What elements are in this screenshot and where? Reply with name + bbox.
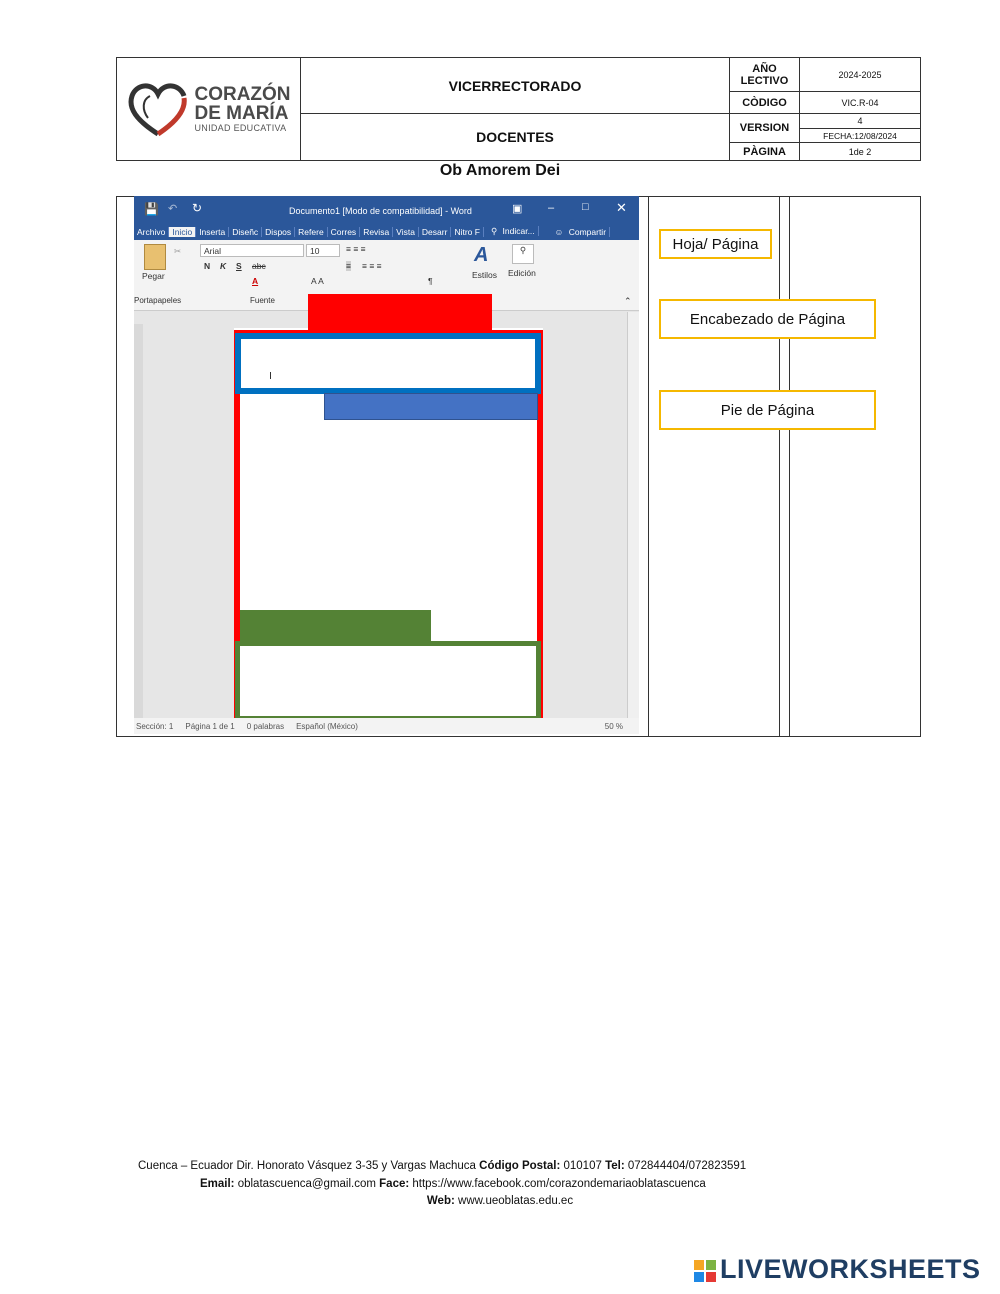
section-title: DOCENTES [476, 129, 554, 145]
dept-title: VICERRECTORADO [448, 77, 582, 94]
pagina-value: 1de 2 [848, 146, 872, 157]
text-cursor [270, 372, 271, 379]
zoom-level: 50 % [604, 721, 623, 731]
word-title: Documento1 [Modo de compatibilidad] - Word [289, 206, 472, 216]
tab-nitro: Nitro F [451, 227, 484, 237]
redo-icon: ↻ [192, 201, 203, 215]
word-screenshot [134, 196, 639, 734]
paste-label: Pegar [142, 271, 165, 281]
edit-label: Edición [508, 268, 536, 278]
grow-font-icon: A A [311, 276, 324, 286]
tab-desarrollador: Desarr [419, 227, 452, 237]
underline-icon: S [236, 261, 242, 271]
header-area-blue [235, 333, 541, 394]
codigo-label: CÒDIGO [742, 96, 787, 109]
answer-column [648, 197, 780, 736]
answer-box-encabezado[interactable]: Encabezado de Página [659, 299, 876, 339]
group-font-label: Fuente [250, 296, 275, 305]
bold-icon: N [204, 261, 211, 271]
tab-vista: Vista [393, 227, 419, 237]
logo-line1: CORAZÓN [194, 84, 291, 105]
logo-line3: UNIDAD EDUCATIVA [194, 123, 287, 133]
strikethrough-icon: abc [252, 261, 266, 271]
footer-line1 [0, 1160, 1000, 1172]
tab-diseno: Diseñc [229, 227, 262, 237]
document-header-table [116, 57, 921, 161]
heart-logo-icon [126, 78, 190, 140]
cut-icon: ✂ [174, 246, 182, 256]
footer-email-value: oblatascuenca@gmail.com [234, 1178, 380, 1190]
version-label: VERSION [739, 122, 790, 134]
tab-disposicion: Dispos [262, 227, 295, 237]
share-button: ☺ Compartir [552, 227, 613, 237]
minimize-icon: – [548, 202, 555, 214]
status-bar [134, 718, 639, 734]
tab-revisar: Revisa [360, 227, 393, 237]
fecha-value: FECHA:12/08/2024 [823, 130, 897, 141]
pilcrow-icon: ¶ [428, 276, 433, 286]
footer-line3 [0, 1195, 1000, 1207]
status-words: 0 palabras [246, 721, 285, 731]
undo-icon: ↶ [168, 203, 178, 215]
word-tabs [134, 223, 639, 240]
tab-referencias: Refere [295, 227, 328, 237]
ribbon-display-icon: ▣ [512, 203, 523, 215]
footer-email-label: Email: [200, 1178, 235, 1190]
bullets-icon: ≡ ≡ ≡ [346, 244, 366, 254]
search-icon: ⚲ [512, 244, 534, 264]
tab-inicio: Inicio [169, 227, 196, 237]
footer-web-label: Web: [426, 1195, 455, 1207]
word-titlebar [134, 196, 639, 223]
paste-icon [144, 244, 166, 270]
status-language: Español (México) [296, 721, 358, 731]
font-color-icon: A [252, 276, 259, 286]
header-label-box [324, 393, 538, 420]
left-ruler [134, 324, 143, 722]
answer-box-pie[interactable]: Pie de Página [659, 390, 876, 430]
close-icon: ✕ [616, 200, 627, 215]
divider [789, 197, 790, 736]
footer-face-label: Face: [379, 1178, 410, 1190]
ano-label: AÑO LECTIVO [740, 62, 789, 87]
align-center-icon: ≡ ≡ ≡ [362, 261, 382, 271]
liveworksheets-brand: LIVEWORKSHEETS [720, 1254, 981, 1284]
collapse-ribbon-icon: ⌃ [624, 296, 632, 306]
footer-web-value: www.ueoblatas.edu.ec [454, 1195, 574, 1207]
italic-icon: K [220, 261, 227, 271]
status-page: Página 1 de 1 [185, 721, 235, 731]
styles-label: Estilos [472, 270, 498, 280]
red-header-tab [308, 294, 492, 332]
tab-insertar: Inserta [196, 227, 229, 237]
tell-me: ⚲ Indicar... [488, 226, 542, 237]
status-section: Sección: 1 [136, 721, 174, 731]
tab-correspondencia: Corres [328, 227, 361, 237]
footer-postal-value: 010107 [560, 1160, 606, 1172]
tab-archivo: Archivo [134, 227, 169, 237]
liveworksheets-logo-icon [694, 1260, 716, 1282]
font-size-box: 10 [306, 244, 340, 257]
version-value: 4 [857, 116, 863, 126]
footer-tel-label: Tel: [605, 1160, 625, 1172]
pagina-label: PÀGINA [743, 145, 786, 158]
group-clipboard-label: Portapapeles [134, 296, 182, 305]
font-name-box: Arial [200, 244, 304, 257]
motto: Ob Amorem Dei [439, 162, 561, 179]
vertical-scrollbar [627, 312, 639, 722]
footer-postal-label: Código Postal: [479, 1160, 561, 1172]
codigo-value: VIC.R-04 [841, 97, 879, 108]
footer-address: Cuenca – Ecuador Dir. Honorato Vásquez 3-35 y Vargas Machuca [138, 1160, 480, 1172]
styles-icon: A [474, 244, 489, 266]
footer-face-value: https://www.facebook.com/corazondemariaoblatascuenca [409, 1178, 706, 1190]
save-icon: 💾 [144, 202, 159, 216]
ano-value: 2024-2025 [838, 69, 882, 80]
footer-label-box [240, 610, 431, 645]
footer-line2 [0, 1178, 1000, 1190]
align-left-icon: ≡ [346, 261, 351, 271]
footer-area-green [235, 641, 541, 721]
school-logo [117, 58, 300, 160]
logo-line2: DE MARÍA [194, 103, 289, 124]
answer-box-hoja-pagina[interactable]: Hoja/ Página [659, 229, 772, 259]
footer-tel-value: 072844404/072823591 [624, 1160, 747, 1172]
maximize-icon: □ [582, 201, 589, 213]
